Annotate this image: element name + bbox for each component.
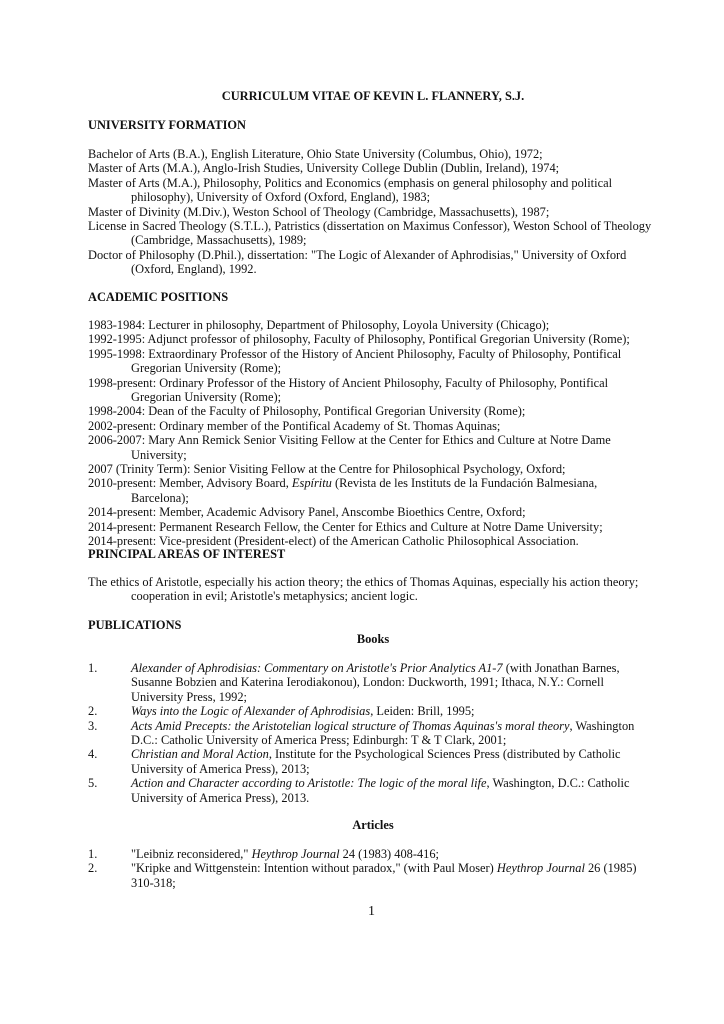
book-item: [88, 776, 658, 805]
article-item: [88, 847, 658, 861]
book-number: 1.: [88, 661, 98, 675]
book-details: , Washington, D.C.: Catholic University of America Press), 2013.: [131, 776, 630, 805]
formation-item: Master of Arts (M.A.), Anglo-Irish Studies, University College Dublin (Dublin, Ireland), 1974;: [88, 161, 560, 176]
articles-list: [88, 847, 658, 890]
journal-title-espiritu: Espíritu: [291, 476, 332, 491]
position-item: 1998-present: Ordinary Professor of the History of Ancient Philosophy, Faculty of Philosophy, Pontifical Gregorian University (Rome);: [88, 375, 609, 405]
book-number: 4.: [88, 747, 98, 762]
heading-academic-positions: ACADEMIC POSITIONS: [88, 290, 229, 304]
formation-item: Bachelor of Arts (B.A.), English Literature, Ohio State University (Columbus, Ohio), 1972;: [88, 147, 543, 161]
formation-item: License in Sacred Theology (S.T.L.), Patristics (dissertation on Maximus Confessor), Weston School of Theology (Cambridge, Massachusetts), 1989;: [88, 219, 652, 248]
positions-list: [88, 318, 658, 549]
formation-item: Master of Divinity (M.Div.), Weston School of Theology (Cambridge, Massachusetts), 1987;: [88, 204, 550, 219]
position-item: 1983-1984: Lecturer in philosophy, Department of Philosophy, Loyola University (Chicago);: [88, 318, 550, 332]
page-number: 1: [368, 904, 375, 919]
book-details: , Leiden: Brill, 1995;: [370, 704, 475, 719]
position-item: 1992-1995: Adjunct professor of philosophy, Faculty of Philosophy, Pontifical Gregorian University (Rome);: [88, 332, 630, 347]
book-title: Christian and Moral Action: [131, 747, 269, 762]
position-advisory-pre: 2010-present: Member, Advisory Board,: [88, 476, 292, 491]
book-title: Acts Amid Precepts: the Aristotelian logical structure of Thomas Aquinas's moral theory: [131, 718, 570, 733]
book-title: Alexander of Aphrodisias: Commentary on Aristotle's Prior Analytics A1-7: [131, 661, 503, 675]
position-advisory-post: (Revista de les Instituts de la Fundación Balmesiana, Barcelona);: [131, 476, 598, 505]
position-item: 1998-2004: Dean of the Faculty of Philosophy, Pontifical Gregorian University (Rome);: [88, 404, 526, 419]
book-title: Action and Character according to Aristotle: The logic of the moral life: [131, 776, 487, 791]
position-item: 2006-2007: Mary Ann Remick Senior Visiting Fellow at the Center for Ethics and Culture at Notre Dame University;: [88, 433, 611, 462]
position-item-advisory: [88, 476, 658, 505]
article-number: 1.: [88, 847, 98, 861]
book-details: , Washington D.C.: Catholic University of America Press; Edinburgh: T & T Clark, 2001;: [131, 718, 635, 748]
formation-item: Master of Arts (M.A.), Philosophy, Politics and Economics (emphasis on general philosophy and political philosophy), University of Oxford (Oxford, England), 1983;: [88, 175, 613, 205]
book-item: [88, 747, 658, 776]
books-list: [88, 661, 658, 805]
position-item: 1995-1998: Extraordinary Professor of the History of Ancient Philosophy, Faculty of Philosophy, Pontifical Gregorian University (Rome);: [88, 346, 622, 376]
interests-text: The ethics of Aristotle, especially his action theory; the ethics of Thomas Aquinas, especially his action theory; cooperation in evil; Aristotle's metaphysics; ancient logic.: [88, 575, 639, 604]
document-title: CURRICULUM VITAE OF KEVIN L. FLANNERY, S.J.: [221, 89, 525, 103]
heading-areas-of-interest: PRINCIPAL AREAS OF INTEREST: [88, 547, 286, 561]
subheading-articles: Articles: [352, 818, 394, 832]
position-item: 2002-present: Ordinary member of the Pontifical Academy of St. Thomas Aquinas;: [88, 418, 501, 433]
article-title: "Kripke and Wittgenstein: Intention without paradox," (with Paul Moser): [131, 861, 497, 876]
heading-publications: PUBLICATIONS: [88, 618, 182, 632]
subheading-books: Books: [356, 632, 390, 646]
journal-name: Heythrop Journal: [251, 847, 340, 861]
book-number: 2.: [88, 704, 98, 719]
heading-university-formation: UNIVERSITY FORMATION: [88, 118, 246, 132]
article-item: [88, 861, 658, 890]
article-details: 26 (1985) 310-318;: [131, 861, 637, 890]
book-details: , Institute for the Psychological Sciences Press (distributed by Catholic University of America Press), 2013;: [131, 747, 621, 776]
book-details: (with Jonathan Barnes, Susanne Bobzien and Katerina Ierodiakonou), London: Duckworth, 1991; Ithaca, N.Y.: Cornell University Press, 1992;: [131, 661, 620, 704]
book-item: [88, 719, 658, 748]
position-item: 2014-present: Vice-president (President-elect) of the American Catholic Philosophical Association.: [88, 534, 579, 549]
book-item: [88, 704, 658, 718]
position-item: 2014-present: Member, Academic Advisory Panel, Anscombe Bioethics Centre, Oxford;: [88, 505, 526, 520]
position-item: 2014-present: Permanent Research Fellow, the Center for Ethics and Culture at Notre Dame University;: [88, 519, 603, 534]
book-item: [88, 661, 658, 704]
formation-list: [88, 147, 658, 277]
interests-block: [88, 575, 658, 604]
book-number: 3.: [88, 718, 98, 733]
book-number: 5.: [88, 776, 98, 791]
article-number: 2.: [88, 861, 98, 876]
position-item: 2007 (Trinity Term): Senior Visiting Fellow at the Centre for Philosophical Psychology, Oxford;: [88, 462, 566, 477]
formation-item: Doctor of Philosophy (D.Phil.), dissertation: "The Logic of Alexander of Aphrodisias," University of Oxford (Oxford, England), 1992.: [88, 247, 627, 277]
journal-name: Heythrop Journal: [496, 861, 585, 876]
article-details: 24 (1983) 408-416;: [339, 847, 440, 861]
article-title: "Leibniz reconsidered,": [131, 847, 252, 861]
book-title: Ways into the Logic of Alexander of Aphrodisias: [131, 704, 371, 719]
